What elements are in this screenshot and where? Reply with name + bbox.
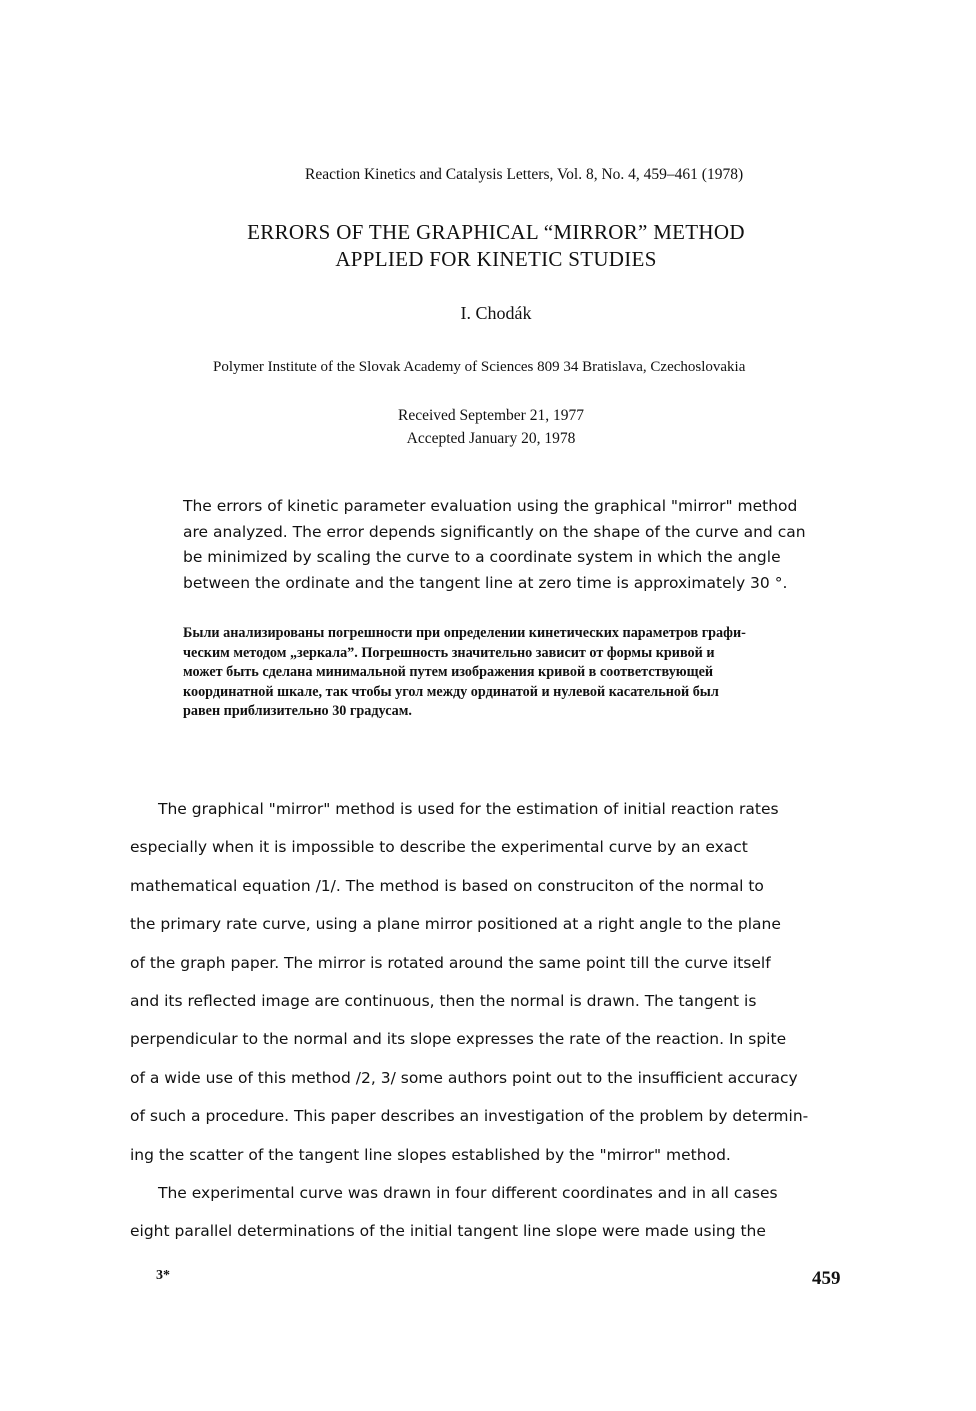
abstract-line: be minimized by scaling the curve to a coordinate system in which the angle: [183, 548, 781, 566]
journal-reference: Reaction Kinetics and Catalysis Letters, Vol. 8, No. 4, 459–461 (1978): [305, 166, 744, 183]
abstract-russian: [183, 624, 883, 722]
abstract-line: координатной шкале, так чтобы угол между ординатой и нулевой касательной был: [183, 683, 719, 700]
abstract-line: Были анализированы погрешности при определении кинетических параметров графи-: [183, 625, 746, 641]
submission-dates: [300, 404, 682, 450]
page-number: 459: [812, 1268, 841, 1289]
abstract-line: The errors of kinetic parameter evaluation using the graphical "mirror" method: [183, 497, 798, 515]
article-title: [150, 219, 842, 273]
abstract-line: between the ordinate and the tangent line at zero time is approximately 30 °.: [183, 573, 788, 592]
body-text: [130, 790, 890, 1251]
body-line: the primary rate curve, using a plane mirror positioned at a right angle to the plane: [130, 915, 781, 934]
abstract-line: может быть сделана минимальной путем изображения кривой в соответствующей: [183, 664, 714, 681]
body-line: The graphical "mirror" method is used for the estimation of initial reaction rates: [158, 800, 779, 818]
body-line: of such a procedure. This paper describes an investigation of the problem by determin-: [130, 1107, 809, 1126]
accepted-date: Accepted January 20, 1978: [406, 430, 576, 447]
received-date: Received September 21, 1977: [398, 407, 584, 424]
body-line: perpendicular to the normal and its slope expresses the rate of the reaction. In spite: [130, 1030, 787, 1049]
signature-mark: 3*: [156, 1268, 170, 1283]
abstract-line: равен приблизительно 30 градусам.: [183, 703, 412, 720]
body-line: especially when it is impossible to describe the experimental curve by an exact: [130, 838, 748, 857]
body-line: of a wide use of this method /2, 3/ some authors point out to the insufficient accuracy: [130, 1068, 798, 1087]
body-line: of the graph paper. The mirror is rotated around the same point till the curve itself: [130, 953, 771, 972]
abstract-line: ческим методом „зеркала”. Погрешность значительно зависит от формы кривой и: [183, 644, 715, 661]
abstract-english: [183, 494, 883, 596]
body-line: The experimental curve was drawn in four different coordinates and in all cases: [158, 1184, 778, 1203]
abstract-line: are analyzed. The error depends significantly on the shape of the curve and can: [183, 522, 806, 541]
author-affiliation: Polymer Institute of the Slovak Academy of Sciences 809 34 Bratislava, Czechoslovakia: [213, 359, 746, 375]
body-line: ing the scatter of the tangent line slopes established by the "mirror" method.: [130, 1145, 731, 1164]
author-name: I. Chodák: [460, 303, 532, 323]
title-line: ERRORS OF THE GRAPHICAL “MIRROR” METHOD: [247, 220, 745, 244]
title-line: APPLIED FOR KINETIC STUDIES: [335, 247, 657, 271]
body-line: eight parallel determinations of the initial tangent line slope were made using the: [130, 1222, 766, 1241]
body-line: mathematical equation /1/. The method is based on construciton of the normal to: [130, 876, 764, 895]
body-line: and its reflected image are continuous, then the normal is drawn. The tangent is: [130, 992, 757, 1011]
